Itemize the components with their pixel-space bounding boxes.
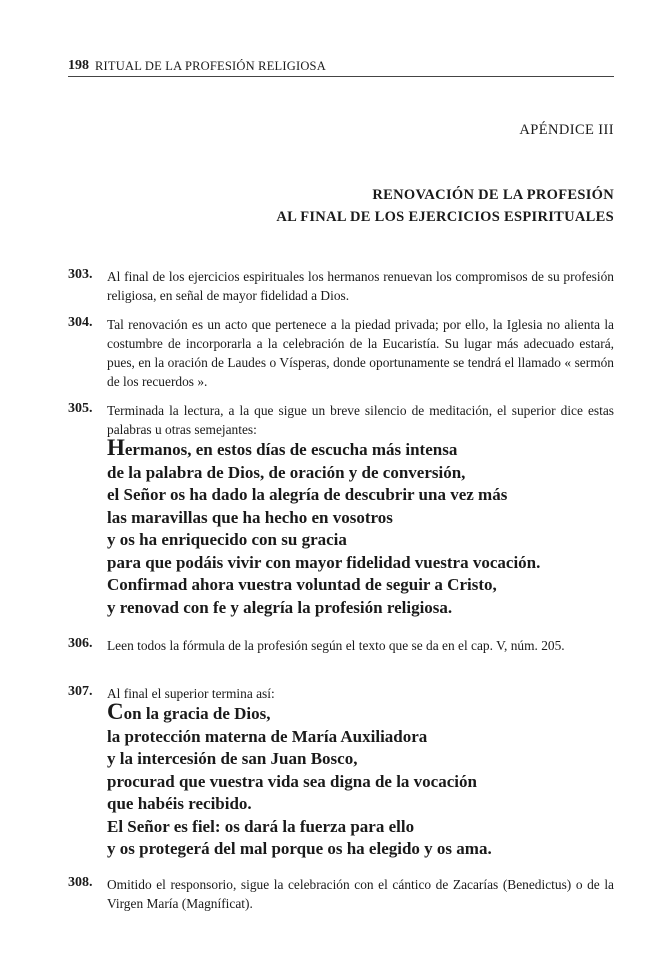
paragraph-text: Leen todos la fórmula de la profesión según el texto que se da en el cap. V, núm. 205. <box>107 638 565 653</box>
paragraph-306 <box>68 636 614 655</box>
paragraph-308 <box>68 875 614 913</box>
initial-letter: C <box>107 699 124 724</box>
prayer-line: de la palabra de Dios, de oración y de conversión, <box>107 462 466 482</box>
running-title: RITUAL DE LA PROFESIÓN RELIGIOSA <box>95 59 326 73</box>
paragraph-305 <box>68 401 614 439</box>
paragraph-text: Tal renovación es un acto que pertenece a la piedad privada; por ello, la Iglesia no alienta la costumbre de incorporarla a la celebración de la Eucaristía. Su lugar más adecuado estará, pues, en la oración de Laudes o Vísperas, donde oportunamente se tendrá el llamado « sermón de los recuerdos ». <box>107 317 614 389</box>
prayer-line <box>107 435 614 462</box>
paragraph-number: 307. <box>68 684 93 699</box>
prayer-line <box>107 699 614 726</box>
initial-letter: H <box>107 435 125 460</box>
prayer-closing <box>107 699 614 861</box>
paragraph-text: Al final de los ejercicios espirituales los hermanos renuevan los compromisos de su profesión religiosa, en señal de mayor fidelidad a Dios. <box>107 269 614 303</box>
prayer-line-text: on la gracia de Dios, <box>123 704 271 723</box>
paragraph-304 <box>68 315 614 391</box>
section-heading-line-2: AL FINAL DE LOS EJERCICIOS ESPIRITUALES <box>276 209 614 225</box>
prayer-line: y os protegerá del mal porque os ha elegido y os ama. <box>107 839 492 858</box>
paragraph-number: 306. <box>68 636 93 651</box>
prayer-line: la protección materna de María Auxiliadora <box>107 726 428 746</box>
page-number: 198 <box>68 58 89 73</box>
prayer-line: Confirmad ahora vuestra voluntad de seguir a Cristo, <box>107 575 497 594</box>
paragraph-number: 304. <box>68 315 93 330</box>
paragraph-number: 305. <box>68 401 93 416</box>
prayer-line: y la intercesión de san Juan Bosco, <box>107 749 358 768</box>
prayer-line: procurad que vuestra vida sea digna de la vocación <box>107 771 477 791</box>
paragraph-text: Terminada la lectura, a la que sigue un breve silencio de meditación, el superior dice estas palabras u otras semejantes: <box>107 403 614 437</box>
prayer-line: para que podáis vivir con mayor fidelidad vuestra vocación. <box>107 552 541 572</box>
running-header <box>68 58 614 77</box>
prayer-line: y renovad con fe y alegría la profesión religiosa. <box>107 597 453 617</box>
prayer-renewal <box>107 435 614 619</box>
paragraph-text: Al final el superior termina así: <box>107 686 275 701</box>
prayer-line-text: ermanos, en estos días de escucha más intensa <box>124 440 458 459</box>
prayer-line: las maravillas que ha hecho en vosotros <box>107 507 393 527</box>
paragraph-number: 303. <box>68 267 93 282</box>
prayer-line: el Señor os ha dado la alegría de descubrir una vez más <box>107 485 508 504</box>
paragraph-307 <box>68 684 614 703</box>
prayer-line: y os ha enriquecido con su gracia <box>107 530 347 549</box>
paragraph-303 <box>68 267 614 305</box>
appendix-title: APÉNDICE III <box>519 122 614 138</box>
paragraph-text: Omitido el responsorio, sigue la celebración con el cántico de Zacarías (Benedictus) o de la Virgen María (Magníficat). <box>107 877 614 911</box>
section-heading-line-1: RENOVACIÓN DE LA PROFESIÓN <box>372 187 614 203</box>
prayer-line: El Señor es fiel: os dará la fuerza para ello <box>107 816 415 836</box>
prayer-line: que habéis recibido. <box>107 794 252 813</box>
paragraph-number: 308. <box>68 875 93 890</box>
